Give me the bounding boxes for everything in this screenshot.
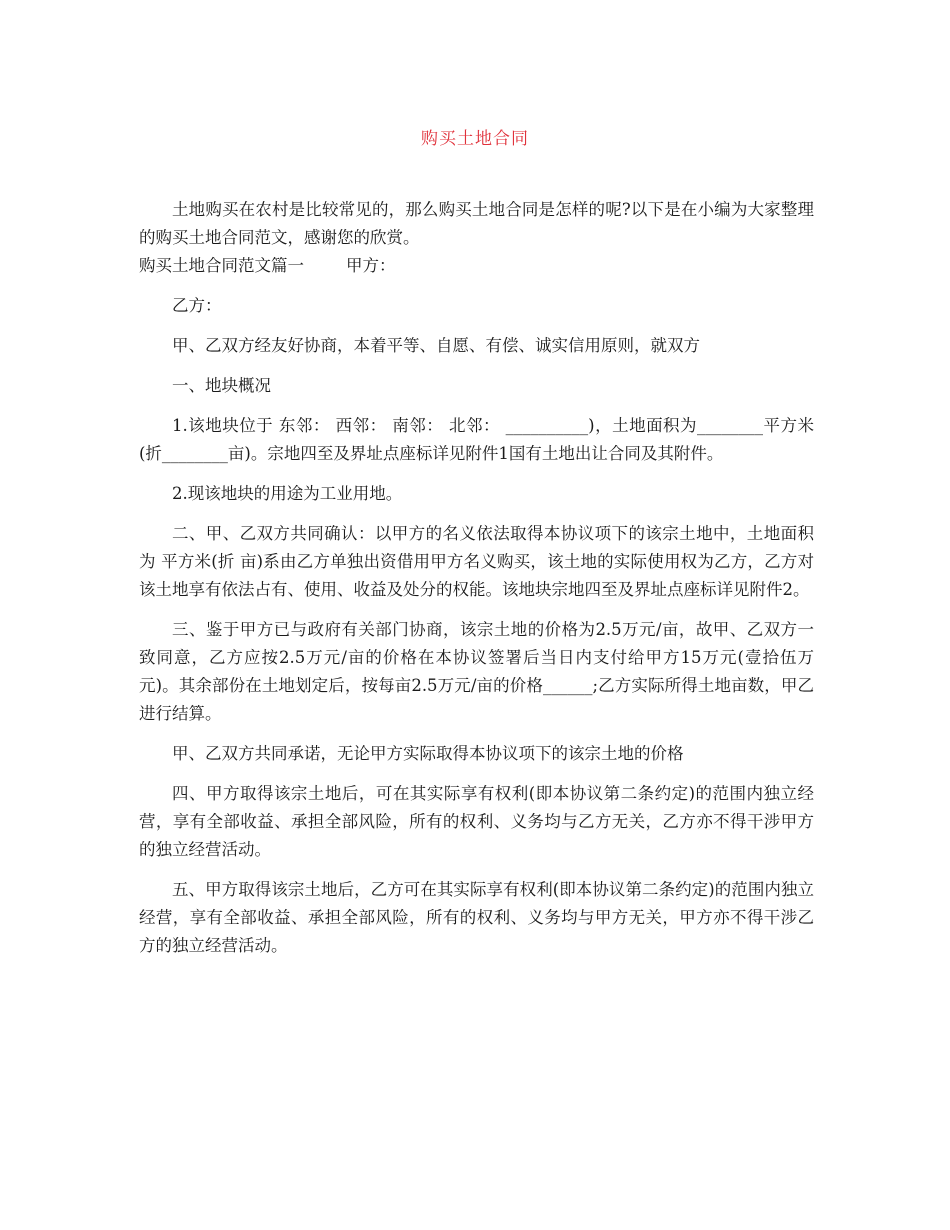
party-b-paragraph: 乙方： bbox=[172, 296, 222, 315]
commitment-paragraph: 甲、乙双方共同承诺，无论甲方实际取得本协议项下的该宗土地的价格 bbox=[172, 744, 684, 763]
clause-heading-1: 一、地块概况 bbox=[172, 376, 271, 395]
intro-paragraph: 土地购买在农村是比较常见的，那么购买土地合同是怎样的呢?以下是在小编为大家整理的购买土地合同范文，感谢您的欣赏。 bbox=[139, 200, 814, 247]
document-body bbox=[139, 196, 814, 972]
clause-3-paragraph: 三、鉴于甲方已与政府有关部门协商，该宗土地的价格为2.5万元/亩，故甲、乙双方一致同意，乙方应按2.5万元/亩的价格在本协议签署后当日内支付给甲方15万元(壹拾伍万元)。其余部份在土地划定后，按每亩2.5万元/亩的价格______;乙方实际所得土地亩数，甲乙进行结算。 bbox=[139, 620, 814, 723]
clause-4-paragraph: 四、甲方取得该宗土地后，可在其实际享有权利(即本协议第二条约定)的范围内独立经营，享有全部收益、承担全部风险，所有的权利、义务均与乙方无关，乙方亦不得干涉甲方的独立经营活动。 bbox=[139, 784, 814, 859]
clause-1-2-paragraph: 2.现该地块的用途为工业用地。 bbox=[172, 484, 403, 503]
clause-5-paragraph: 五、甲方取得该宗土地后，乙方可在其实际享有权利(即本协议第二条约定)的范围内独立经营，享有全部收益、承担全部风险，所有的权利、义务均与甲方无关，甲方亦不得干涉乙方的独立经营活动。 bbox=[139, 880, 814, 955]
section-heading-paragraph: 购买土地合同范文篇一 甲方： bbox=[139, 256, 396, 275]
clause-2-paragraph: 二、甲、乙双方共同确认：以甲方的名义依法取得本协议项下的该宗土地中，土地面积为 平方米(折 亩)系由乙方单独出资借用甲方名义购买，该土地的实际使用权为乙方，乙方对该土地享有依法占有、使用、收益及处分的权能。该地块宗地四至及界址点座标详见附件2。 bbox=[139, 524, 814, 599]
clause-1-1-paragraph: 1.该地块位于 东邻： 西邻： 南邻： 北邻： __________)，土地面积为________平方米(折________亩)。宗地四至及界址点座标详见附件1国有土地出让合同及其附件。 bbox=[139, 416, 814, 463]
document-title: 购买土地合同 bbox=[421, 129, 529, 149]
agreement-paragraph: 甲、乙双方经友好协商，本着平等、自愿、有偿、诚实信用原则，就双方 bbox=[172, 336, 700, 355]
